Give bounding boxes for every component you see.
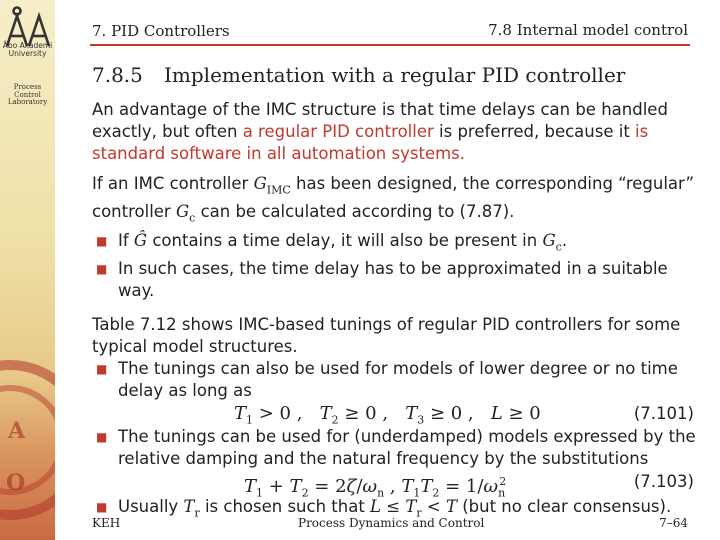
math-subscript: c	[189, 211, 196, 225]
bullet-icon: ■	[96, 361, 108, 376]
seal-letter: O	[6, 470, 26, 496]
paragraph-advantage	[92, 99, 702, 165]
text-run: If an IMC controller	[92, 174, 254, 193]
chapter-title: 7. PID Controllers	[92, 22, 230, 40]
text-run: has been designed, the corresponding “regular” controller	[92, 174, 695, 222]
equation-body: $T_1 > 0$ , $T_2 \ge 0$ , $T_3 \ge 0$ , L ≥ 0	[234, 402, 541, 427]
math-symbol: T	[405, 496, 417, 516]
bullet-item	[92, 426, 702, 470]
bullet-icon: ■	[96, 261, 108, 276]
bullet-item	[92, 258, 702, 302]
math-subscript: IMC	[266, 183, 291, 197]
text-run: Usually	[118, 496, 184, 516]
university-name	[0, 42, 55, 58]
lab-name-line: Control	[14, 90, 41, 99]
math-symbol: T	[445, 496, 457, 516]
math-symbol: G	[542, 230, 556, 250]
equation-7-101	[92, 402, 702, 426]
math-subscript: r	[194, 506, 200, 520]
bullet-icon: ■	[96, 429, 108, 444]
equation-number: (7.101)	[633, 403, 694, 423]
bullet-icon: ■	[96, 233, 108, 248]
text-run: The tunings can also be used for models of lower degree or no time delay as long as	[118, 358, 678, 400]
section-number: 7.8.5	[92, 63, 143, 87]
math-symbol: ≤	[381, 496, 406, 516]
header-divider	[90, 44, 690, 46]
math-symbol: L	[370, 496, 381, 516]
text-run: is chosen such that	[199, 496, 371, 516]
math-symbol: Ĝ	[133, 230, 148, 250]
topic-title: 7.8 Internal model control	[488, 21, 688, 39]
paragraph-table-ref: Table 7.12 shows IMC-based tunings of regular PID controllers for some typical model structures.	[92, 314, 681, 356]
seal-letter: A	[8, 418, 26, 444]
text-run: .	[561, 230, 568, 250]
lab-name	[0, 84, 55, 107]
bullet-item	[92, 230, 702, 258]
math-symbol: T	[183, 496, 195, 516]
bullet-icon: ■	[96, 499, 108, 514]
footer-page-number: 7–64	[659, 516, 688, 530]
math-symbol: G	[253, 174, 267, 193]
math-symbol: <	[421, 496, 446, 516]
lab-name-line: Process	[13, 83, 42, 91]
text-run: An advantage of the IMC structure is that time delays can be handled exactly, but often	[92, 100, 668, 141]
text-run: (but no clear consensus).	[456, 496, 672, 516]
sidebar	[0, 0, 55, 540]
university-name-line: University	[8, 49, 47, 58]
math-subscript: r	[416, 506, 422, 520]
bullet-item	[92, 358, 702, 402]
footer-course: Process Dynamics and Control	[298, 516, 485, 530]
math-subscript: c	[555, 239, 562, 253]
highlight-text: a regular PID controller	[242, 122, 434, 141]
paragraph-imc-controller	[92, 173, 702, 230]
section-heading	[92, 63, 625, 87]
university-name-line: Åbo Akademi	[2, 41, 53, 50]
highlight-text: is standard software in all automation systems.	[92, 122, 649, 163]
text-run: In such cases, the time delay has to be approximated in a suitable way.	[118, 258, 668, 300]
math-symbol: G	[175, 202, 190, 222]
equation-number: (7.103)	[633, 471, 694, 491]
text-run: contains a time delay, it will also be present in	[147, 230, 543, 250]
text-run: If	[118, 230, 134, 250]
equation-7-103	[92, 470, 702, 500]
text-run: can be calculated according to (7.87).	[195, 202, 515, 222]
section-title: Implementation with a regular PID controller	[164, 63, 626, 87]
lab-name-line: Laboratory	[7, 98, 48, 106]
text-run: is preferred, because it	[433, 122, 636, 141]
footer-author: KEH	[92, 516, 121, 530]
text-run: The tunings can be used for (underdamped) models expressed by the relative damping and the natural frequency by the substitutions	[118, 426, 696, 468]
slide-content	[92, 99, 702, 524]
equation-body: $T_1 + T_2 = 2\zeta/\omega_n$ , $T_1T_2 = 1/\omega_n^2$	[244, 474, 507, 500]
